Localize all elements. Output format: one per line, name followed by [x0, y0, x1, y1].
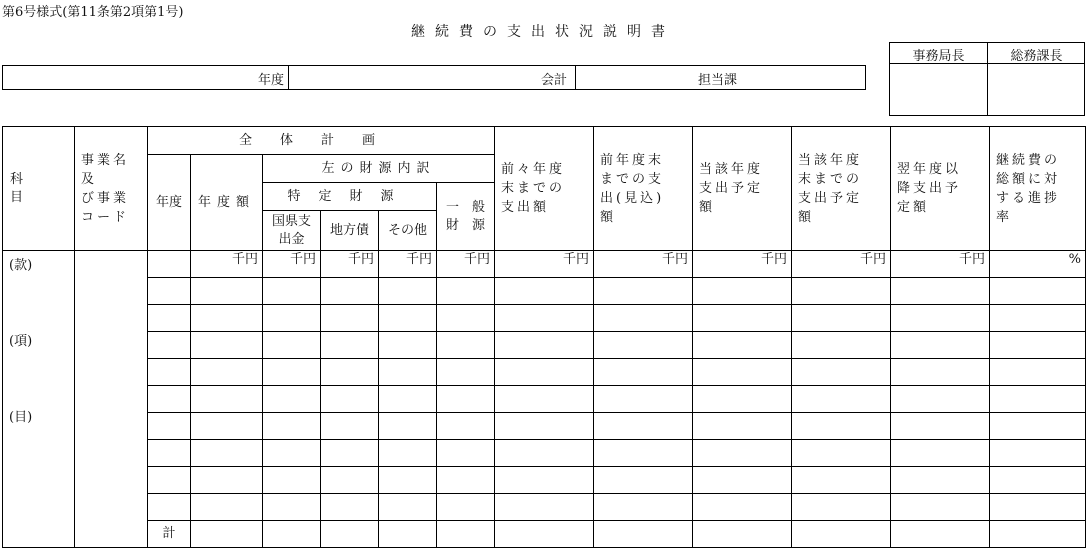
table-cell[interactable] [437, 494, 495, 521]
table-cell[interactable] [379, 494, 437, 521]
table-cell[interactable] [191, 278, 263, 305]
table-cell[interactable] [495, 386, 594, 413]
table-cell[interactable] [792, 494, 891, 521]
table-cell[interactable] [437, 440, 495, 467]
table-cell[interactable] [990, 413, 1086, 440]
fiscal-year-label: 年度 [257, 73, 284, 88]
table-cell[interactable] [594, 521, 693, 548]
table-row [3, 386, 1086, 413]
table-cell[interactable] [148, 332, 191, 359]
table-cell[interactable] [693, 494, 792, 521]
table-cell[interactable] [379, 386, 437, 413]
department-label: 担当課 [698, 73, 738, 88]
table-cell[interactable] [693, 521, 792, 548]
local-bonds-header: 地方債 [321, 211, 379, 251]
table-cell[interactable] [263, 305, 321, 332]
table-cell[interactable] [321, 521, 379, 548]
table-row [3, 413, 1086, 440]
table-cell[interactable] [321, 332, 379, 359]
table-cell[interactable] [891, 278, 990, 305]
unit-label: 千円 [891, 251, 990, 278]
table-cell[interactable] [263, 521, 321, 548]
table-cell[interactable] [594, 413, 693, 440]
other-header: その他 [379, 211, 437, 251]
account-label: 会計 [540, 73, 567, 88]
table-cell[interactable] [792, 440, 891, 467]
table-cell[interactable] [792, 386, 891, 413]
table-cell[interactable] [792, 278, 891, 305]
table-cell[interactable] [495, 278, 594, 305]
item-kou: (項) [9, 334, 33, 349]
table-cell[interactable] [263, 359, 321, 386]
table-cell[interactable] [321, 413, 379, 440]
table-cell[interactable] [437, 305, 495, 332]
table-cell[interactable] [693, 332, 792, 359]
total-row [3, 521, 1086, 548]
table-row [3, 440, 1086, 467]
overall-plan-header: 全体計画 [148, 127, 495, 155]
table-cell[interactable] [792, 305, 891, 332]
table-cell[interactable] [321, 305, 379, 332]
unit-label: 千円 [792, 251, 891, 278]
table-cell[interactable] [437, 278, 495, 305]
table-cell[interactable] [148, 413, 191, 440]
table-cell[interactable] [891, 386, 990, 413]
table-row [3, 332, 1086, 359]
table-cell[interactable] [191, 521, 263, 548]
table-cell[interactable] [263, 413, 321, 440]
table-cell[interactable] [191, 305, 263, 332]
table-cell[interactable] [263, 332, 321, 359]
specific-source-header: 特定財源 [263, 183, 437, 211]
table-cell[interactable] [792, 467, 891, 494]
table-cell[interactable] [437, 521, 495, 548]
table-cell[interactable] [891, 521, 990, 548]
table-cell[interactable] [495, 332, 594, 359]
table-cell[interactable] [379, 359, 437, 386]
table-cell[interactable] [594, 359, 693, 386]
table-cell[interactable] [437, 413, 495, 440]
general-affairs-label: 総務課長 [1010, 49, 1063, 64]
table-cell[interactable] [148, 440, 191, 467]
table-cell[interactable] [148, 494, 191, 521]
unit-label: 千円 [437, 251, 495, 278]
total-label: 計 [148, 521, 191, 548]
table-cell[interactable] [263, 278, 321, 305]
table-cell[interactable] [379, 332, 437, 359]
item-kan: (款) [9, 258, 33, 273]
table-cell[interactable] [148, 305, 191, 332]
table-cell[interactable] [437, 467, 495, 494]
table-cell[interactable] [495, 359, 594, 386]
project-name-column[interactable] [75, 251, 148, 548]
table-row [3, 467, 1086, 494]
table-cell[interactable] [321, 278, 379, 305]
table-cell[interactable] [990, 467, 1086, 494]
form-id: 第6号様式(第11条第2項第1号) [2, 5, 184, 20]
header-strip [2, 65, 866, 90]
table-cell[interactable] [191, 494, 263, 521]
table-cell[interactable] [191, 386, 263, 413]
source-breakdown-header: 左の財源内訳 [263, 155, 495, 183]
year-cell[interactable] [148, 251, 191, 278]
progress-rate-header: 継続費の 総額に対 する進捗 率 [990, 127, 1086, 251]
table-cell[interactable] [148, 278, 191, 305]
year-header: 年度 [148, 155, 191, 251]
table-cell[interactable] [891, 467, 990, 494]
table-cell[interactable] [191, 332, 263, 359]
unit-label: 千円 [495, 251, 594, 278]
table-cell[interactable] [263, 440, 321, 467]
table-cell[interactable] [594, 494, 693, 521]
table-cell[interactable] [693, 359, 792, 386]
table-cell[interactable] [693, 305, 792, 332]
table-cell[interactable] [990, 440, 1086, 467]
table-cell[interactable] [792, 359, 891, 386]
director-stamp-field[interactable] [890, 64, 987, 116]
table-cell[interactable] [495, 413, 594, 440]
table-cell[interactable] [379, 413, 437, 440]
table-cell[interactable] [191, 359, 263, 386]
table-cell[interactable] [379, 305, 437, 332]
prior-prev-year-header: 前々年度 末までの 支出額 [495, 127, 594, 251]
table-cell[interactable] [693, 386, 792, 413]
table-cell[interactable] [990, 278, 1086, 305]
table-row [3, 494, 1086, 521]
table-cell[interactable] [594, 278, 693, 305]
table-cell[interactable] [321, 440, 379, 467]
table-cell[interactable] [891, 359, 990, 386]
table-cell[interactable] [191, 467, 263, 494]
table-cell[interactable] [148, 386, 191, 413]
table-cell[interactable] [437, 386, 495, 413]
table-cell[interactable] [693, 413, 792, 440]
table-cell[interactable] [891, 305, 990, 332]
unit-label: 千円 [263, 251, 321, 278]
table-cell[interactable] [990, 359, 1086, 386]
table-cell[interactable] [148, 467, 191, 494]
unit-label: 千円 [379, 251, 437, 278]
table-cell[interactable] [263, 386, 321, 413]
unit-label: 千円 [594, 251, 693, 278]
document-title: 継続費の支出状況説明書 [411, 24, 675, 40]
subject-header: 科目 [3, 127, 75, 251]
table-cell[interactable] [792, 332, 891, 359]
table-cell[interactable] [792, 521, 891, 548]
table-cell[interactable] [990, 305, 1086, 332]
current-planned-header: 当該年度 支出予定 額 [693, 127, 792, 251]
table-cell[interactable] [148, 359, 191, 386]
table-cell[interactable] [495, 305, 594, 332]
table-cell[interactable] [495, 494, 594, 521]
table-cell[interactable] [495, 467, 594, 494]
table-row [3, 278, 1086, 305]
director-label: 事務局長 [912, 49, 965, 64]
table-cell[interactable] [891, 413, 990, 440]
next-year-header: 翌年度以 降支出予 定額 [891, 127, 990, 251]
unit-label: 千円 [321, 251, 379, 278]
table-cell[interactable] [594, 332, 693, 359]
table-cell[interactable] [191, 440, 263, 467]
table-cell[interactable] [693, 278, 792, 305]
table-row [3, 359, 1086, 386]
table-cell[interactable] [379, 467, 437, 494]
year-amount-header: 年度額 [191, 155, 263, 251]
national-pref-header: 国県支 出金 [263, 211, 321, 251]
general-affairs-stamp-field[interactable] [988, 64, 1085, 116]
item-moku: (目) [9, 410, 33, 425]
table-cell[interactable] [693, 440, 792, 467]
table-cell[interactable] [594, 440, 693, 467]
subject-column [3, 251, 75, 548]
table-cell[interactable] [495, 521, 594, 548]
table-cell[interactable] [437, 332, 495, 359]
table-row [3, 305, 1086, 332]
project-name-header: 事業名及 び事業 コード [75, 127, 148, 251]
department-field[interactable] [576, 66, 865, 89]
table-cell[interactable] [263, 467, 321, 494]
table-cell[interactable] [990, 521, 1086, 548]
table-cell[interactable] [495, 440, 594, 467]
fiscal-year-field[interactable] [3, 66, 289, 89]
table-cell[interactable] [891, 440, 990, 467]
table-cell[interactable] [891, 332, 990, 359]
approval-stamp-box [889, 42, 1085, 116]
prev-year-header: 前年度末 までの支 出(見込) 額 [594, 127, 693, 251]
table-cell[interactable] [891, 494, 990, 521]
table-cell[interactable] [321, 494, 379, 521]
table-cell[interactable] [191, 413, 263, 440]
unit-percent-label: % [990, 251, 1086, 278]
general-source-header: 一 般 財 源 [437, 183, 495, 251]
table-cell[interactable] [379, 521, 437, 548]
unit-label: 千円 [191, 251, 263, 278]
cumulative-planned-header: 当該年度 末までの 支出予定 額 [792, 127, 891, 251]
table-cell[interactable] [379, 278, 437, 305]
expenditure-table [2, 126, 1086, 548]
table-cell[interactable] [594, 386, 693, 413]
table-cell[interactable] [437, 359, 495, 386]
table-cell[interactable] [321, 386, 379, 413]
unit-label: 千円 [693, 251, 792, 278]
table-cell[interactable] [594, 305, 693, 332]
table-cell[interactable] [990, 494, 1086, 521]
table-cell[interactable] [263, 494, 321, 521]
table-cell[interactable] [379, 440, 437, 467]
account-field[interactable] [289, 66, 576, 89]
table-cell[interactable] [990, 332, 1086, 359]
table-cell[interactable] [792, 413, 891, 440]
table-cell[interactable] [594, 467, 693, 494]
table-cell[interactable] [693, 467, 792, 494]
table-cell[interactable] [990, 386, 1086, 413]
table-cell[interactable] [321, 467, 379, 494]
table-cell[interactable] [321, 359, 379, 386]
